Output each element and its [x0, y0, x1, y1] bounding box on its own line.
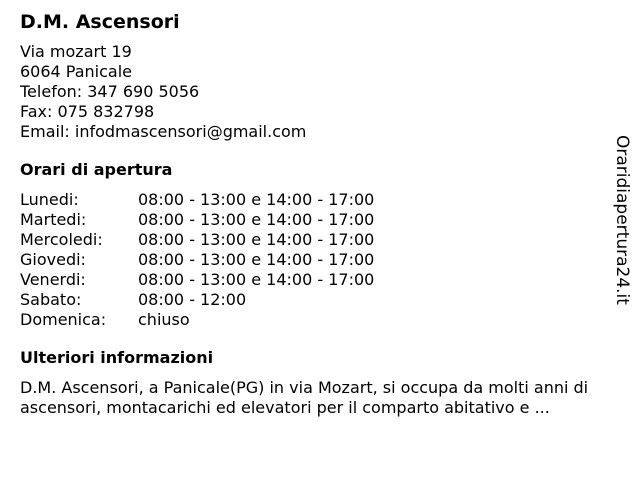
site-watermark: Oraridiapertura24.it [612, 135, 632, 305]
hours-row-thursday [20, 250, 610, 270]
more-info-text: D.M. Ascensori, a Panicale(PG) in via Mozart, si occupa da molti anni di ascensori, montacarichi ed elevatori per il comparto abitativo e ... [20, 378, 589, 417]
day-label: Venerdi: [20, 270, 86, 289]
time-range: chiuso [138, 310, 190, 329]
time-range: 08:00 - 13:00 e 14:00 - 17:00 [138, 190, 375, 209]
postal-city: 6064 Panicale [20, 62, 133, 81]
time-range: 08:00 - 13:00 e 14:00 - 17:00 [138, 270, 375, 289]
fax-number: Fax: 075 832798 [20, 102, 155, 121]
day-label: Giovedi: [20, 250, 86, 269]
address-block [20, 42, 610, 142]
opening-hours-title: Orari di apertura [20, 160, 173, 179]
time-range: 08:00 - 13:00 e 14:00 - 17:00 [138, 230, 375, 249]
time-range: 08:00 - 13:00 e 14:00 - 17:00 [138, 210, 375, 229]
business-name: D.M. Ascensori [20, 11, 180, 33]
more-info-title: Ulteriori informazioni [20, 348, 214, 367]
business-card [20, 10, 610, 418]
opening-hours-table [20, 190, 610, 330]
day-label: Lunedi: [20, 190, 79, 209]
day-label: Domenica: [20, 310, 107, 329]
hours-row-monday [20, 190, 610, 210]
time-range: 08:00 - 12:00 [138, 290, 247, 309]
hours-row-tuesday [20, 210, 610, 230]
hours-row-saturday [20, 290, 610, 310]
email-address: Email: infodmascensori@gmail.com [20, 122, 307, 141]
phone-number: Telefon: 347 690 5056 [20, 82, 200, 101]
day-label: Martedi: [20, 210, 87, 229]
day-label: Sabato: [20, 290, 82, 309]
hours-row-sunday [20, 310, 610, 330]
time-range: 08:00 - 13:00 e 14:00 - 17:00 [138, 250, 375, 269]
street-address: Via mozart 19 [20, 42, 132, 61]
hours-row-wednesday [20, 230, 610, 250]
hours-row-friday [20, 270, 610, 290]
day-label: Mercoledi: [20, 230, 103, 249]
